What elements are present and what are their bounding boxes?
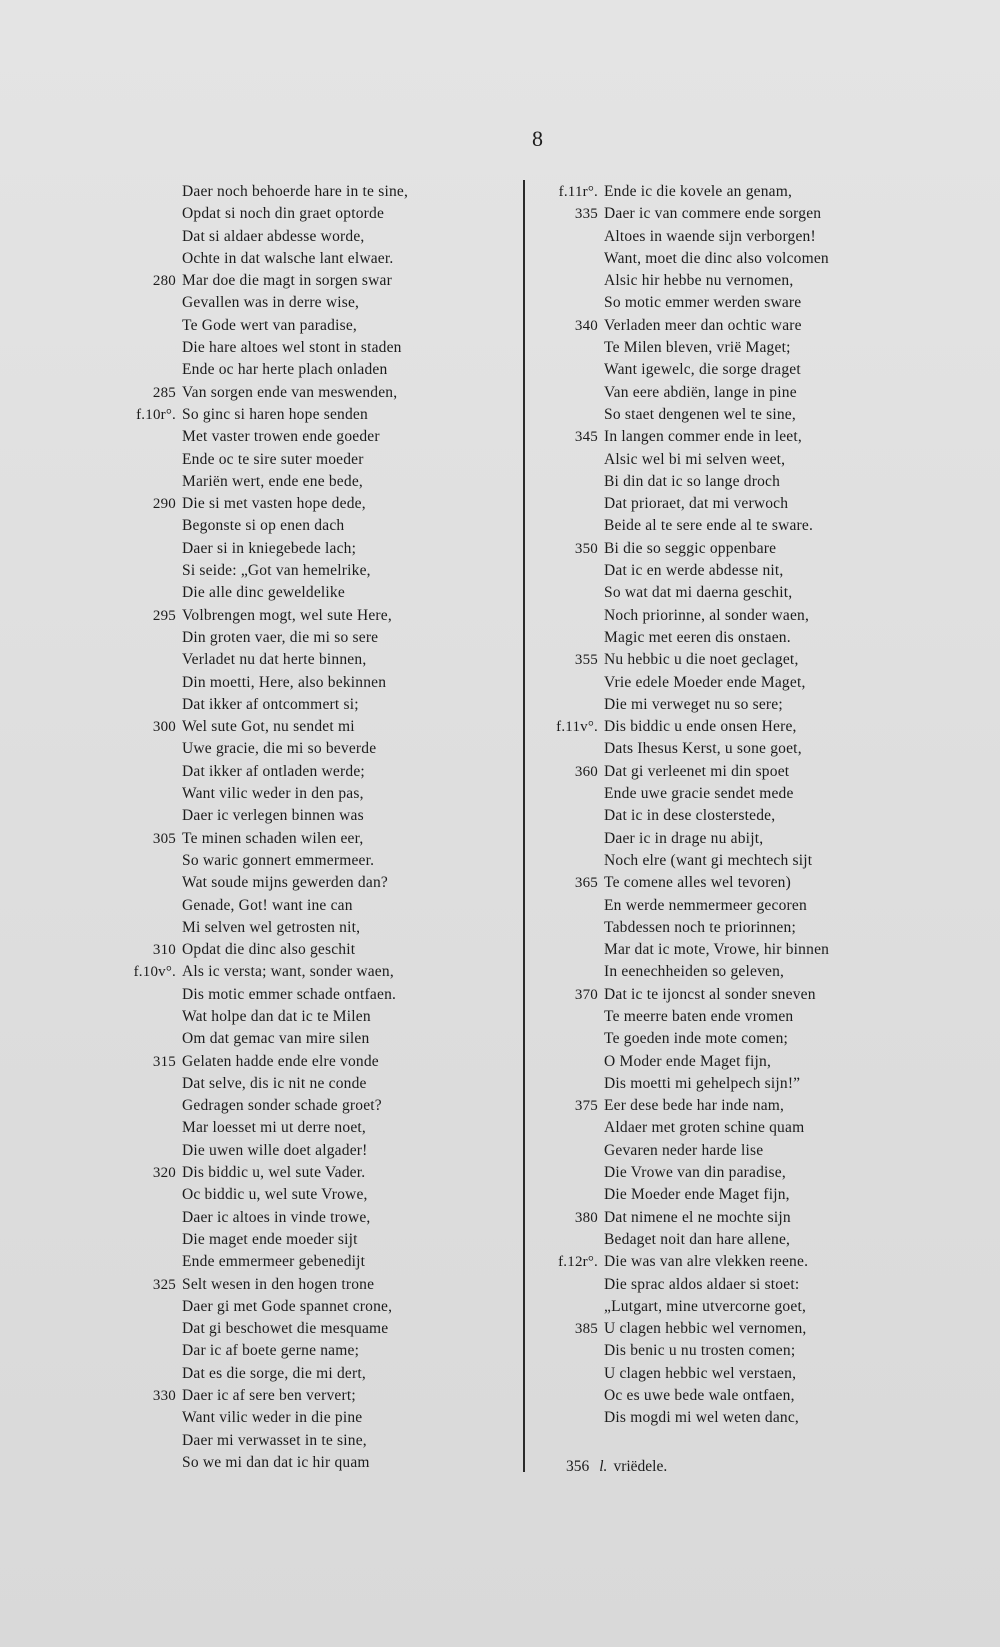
line-number: 360 (574, 763, 598, 780)
verse-text: Eer dese bede har inde nam, (604, 1097, 785, 1115)
verse-line (110, 1385, 510, 1407)
line-number: 295 (152, 607, 176, 624)
verse-text: Dat ic en werde abdesse nit, (604, 562, 784, 580)
verse-text: Magic met eeren dis onstaen. (604, 628, 791, 646)
verse-text: So motic emmer werden sware (604, 294, 802, 312)
verse-line (536, 515, 956, 537)
verse-text: Ende uwe gracie sendet mede (604, 785, 794, 803)
verse-line (110, 1251, 510, 1273)
verse-line (110, 493, 510, 515)
verse-line (110, 1006, 510, 1028)
verse-text: „Lutgart, mine utvercorne goet, (604, 1297, 807, 1315)
verse-line (110, 850, 510, 872)
verse-text: Daer ic af sere ben ververt; (182, 1387, 356, 1405)
verse-line (110, 1051, 510, 1073)
verse-text: Noch priorinne, al sonder waen, (604, 606, 810, 624)
verse-line (536, 538, 956, 560)
verse-text: Die si met vasten hope dede, (182, 495, 366, 513)
verse-line (110, 582, 510, 604)
verse-text: Nu hebbic u die noet geclaget, (604, 651, 799, 669)
verse-line (110, 828, 510, 850)
footnote (566, 1458, 667, 1476)
line-number: 305 (152, 830, 176, 847)
verse-line (536, 694, 956, 716)
verse-text: Dats Ihesus Kerst, u sone goet, (604, 740, 802, 758)
verse-text: Gedragen sonder schade groet? (182, 1097, 382, 1115)
verse-line (110, 1073, 510, 1095)
verse-line (536, 649, 956, 671)
verse-text: Dat es die sorge, die mi dert, (182, 1364, 366, 1382)
verse-text: Alsic wel bi mi selven weet, (604, 450, 786, 468)
verse-line (536, 382, 956, 404)
verse-text: Dat gi beschowet die mesquame (182, 1320, 389, 1338)
verse-text: So staet dengenen wel te sine, (604, 405, 796, 423)
line-number: 365 (574, 875, 598, 892)
verse-text: Dat prioraet, dat mi verwoch (604, 495, 789, 513)
verse-text: Daer noch behoerde hare in te sine, (182, 183, 409, 200)
verse-line (110, 672, 510, 694)
verse-text: Dis motic emmer schade ontfaen. (182, 985, 397, 1003)
line-number: 285 (152, 384, 176, 401)
verse-line (536, 961, 956, 983)
verse-line (536, 1274, 956, 1296)
verse-line (536, 1006, 956, 1028)
verse-line (536, 1140, 956, 1162)
verse-text: In eenechheiden so geleven, (604, 963, 785, 981)
verse-line (536, 828, 956, 850)
verse-text: Begonste si op enen dach (182, 517, 345, 535)
verse-text: Te minen schaden wilen eer, (182, 829, 364, 847)
verse-line (110, 872, 510, 894)
verse-line (110, 515, 510, 537)
verse-line (110, 471, 510, 493)
verse-text: Dat selve, dis ic nit ne conde (182, 1074, 367, 1092)
verse-text: Dis biddic u ende onsen Here, (604, 718, 797, 736)
verse-text: Vrie edele Moeder ende Maget, (604, 673, 806, 691)
verse-line (110, 359, 510, 381)
verse-text: Opdat si noch din graet optorde (182, 205, 385, 223)
verse-line (110, 694, 510, 716)
verse-line (110, 984, 510, 1006)
verse-text: Ende ic die kovele an genam, (604, 183, 793, 200)
line-number: 325 (152, 1276, 176, 1293)
verse-text: Die uwen wille doet algader! (182, 1141, 368, 1159)
verse-line (110, 203, 510, 225)
verse-line (536, 1095, 956, 1117)
verse-line (110, 315, 510, 337)
verse-text: Dat ic in dese closterstede, (604, 807, 776, 825)
verse-line (536, 1184, 956, 1206)
verse-text: Daer ic altoes in vinde trowe, (182, 1208, 371, 1226)
verse-line (536, 1363, 956, 1385)
verse-text: Te Gode wert van paradise, (182, 316, 357, 334)
verse-text: Oc es uwe bede wale ontfaen, (604, 1387, 795, 1405)
verse-text: En werde nemmermeer gecoren (604, 896, 807, 914)
verse-line (536, 1318, 956, 1340)
folio-marker: f.10r°. (136, 406, 176, 423)
line-number: 330 (152, 1388, 176, 1405)
folio-marker: f.11v°. (556, 719, 598, 736)
verse-text: U clagen hebbic wel verstaen, (604, 1364, 797, 1382)
verse-text: Din groten vaer, die mi so sere (182, 628, 379, 646)
verse-text: Die alle dinc geweldelike (182, 584, 345, 602)
verse-line (110, 538, 510, 560)
verse-line (110, 1229, 510, 1251)
verse-line (536, 738, 956, 760)
verse-text: Dis benic u nu trosten comen; (604, 1342, 796, 1360)
verse-text: Alsic hir hebbe nu vernomen, (604, 272, 794, 290)
verse-line (536, 805, 956, 827)
verse-line (110, 181, 510, 203)
verse-text: Verladen meer dan ochtic ware (604, 316, 802, 334)
verse-text: Met vaster trowen ende goeder (182, 428, 380, 446)
line-number: 345 (574, 429, 598, 446)
verse-text: Dis biddic u, wel sute Vader. (182, 1164, 366, 1182)
line-number: 380 (574, 1209, 598, 1226)
verse-line (110, 449, 510, 471)
verse-line (536, 404, 956, 426)
verse-line (110, 716, 510, 738)
verse-line (536, 850, 956, 872)
verse-text: Want vilic weder in die pine (182, 1409, 363, 1427)
line-number: 290 (152, 496, 176, 513)
verse-text: Mar loesset mi ut derre noet, (182, 1119, 366, 1137)
verse-line (536, 895, 956, 917)
verse-text: Wel sute Got, nu sendet mi (182, 718, 355, 736)
verse-text: Van eere abdiën, lange in pine (604, 383, 797, 401)
verse-line (110, 1407, 510, 1429)
verse-text: Ende oc har herte plach onladen (182, 361, 388, 379)
folio-marker: f.12r°. (558, 1254, 598, 1271)
verse-text: Dat ikker af ontcommert si; (182, 695, 359, 713)
verse-text: Om dat gemac van mire silen (182, 1030, 370, 1048)
verse-text: Die was van alre vlekken reene. (604, 1253, 809, 1271)
verse-text: In langen commer ende in leet, (604, 428, 802, 446)
verse-text: Ochte in dat walsche lant elwaer. (182, 249, 394, 267)
verse-line (110, 1162, 510, 1184)
line-number: 375 (574, 1098, 598, 1115)
verse-line (536, 605, 956, 627)
verse-text: Die Vrowe van din paradise, (604, 1164, 786, 1182)
verse-line (536, 426, 956, 448)
verse-line (536, 1296, 956, 1318)
right-verse-column (536, 181, 956, 1430)
verse-line (110, 939, 510, 961)
verse-text: Te comene alles wel tevoren) (604, 874, 791, 892)
verse-text: Gevallen was in derre wise, (182, 294, 360, 312)
verse-text: Want, moet die dinc also volcomen (604, 249, 829, 267)
verse-line (110, 1028, 510, 1050)
left-verse-column (110, 181, 510, 1474)
verse-line (110, 917, 510, 939)
line-number: 340 (574, 317, 598, 334)
footnote-text: vriëdele. (613, 1458, 668, 1475)
verse-line (110, 1274, 510, 1296)
verse-text: Want vilic weder in den pas, (182, 785, 364, 803)
verse-text: Beide al te sere ende al te sware. (604, 517, 814, 535)
verse-line (110, 1318, 510, 1340)
verse-text: Dar ic af boete gerne name; (182, 1342, 360, 1360)
verse-text: Din moetti, Here, also bekinnen (182, 673, 387, 691)
verse-line (536, 783, 956, 805)
verse-text: Daer ic van commere ende sorgen (604, 205, 822, 223)
verse-text: Die hare altoes wel stont in staden (182, 339, 402, 357)
line-number: 320 (152, 1165, 176, 1182)
line-number: 300 (152, 719, 176, 736)
verse-line (110, 1363, 510, 1385)
verse-text: Die Moeder ende Maget fijn, (604, 1186, 790, 1204)
line-number: 310 (152, 942, 176, 959)
line-number: 335 (574, 206, 598, 223)
verse-text: Dat ic te ijoncst al sonder sneven (604, 985, 816, 1003)
verse-line (536, 1028, 956, 1050)
line-number: 280 (152, 273, 176, 290)
verse-line (536, 270, 956, 292)
verse-text: Daer ic in drage nu abijt, (604, 829, 764, 847)
verse-text: Genade, Got! want ine can (182, 896, 353, 914)
line-number: 355 (574, 652, 598, 669)
verse-line (536, 1407, 956, 1429)
verse-line (110, 292, 510, 314)
verse-text: Die sprac aldos aldaer si stoet: (604, 1275, 800, 1293)
verse-line (110, 1140, 510, 1162)
verse-text: Tabdessen noch te priorinnen; (604, 918, 796, 936)
verse-text: Dat ikker af ontladen werde; (182, 762, 365, 780)
verse-line (536, 471, 956, 493)
verse-text: Daer ic verlegen binnen was (182, 807, 364, 825)
verse-line (110, 1207, 510, 1229)
verse-line (536, 315, 956, 337)
verse-text: Wat soude mijns gewerden dan? (182, 874, 388, 892)
verse-text: Daer gi met Gode spannet crone, (182, 1297, 393, 1315)
verse-line (536, 1162, 956, 1184)
verse-text: Ende oc te sire suter moeder (182, 450, 364, 468)
verse-line (110, 382, 510, 404)
verse-line (536, 493, 956, 515)
verse-line (536, 939, 956, 961)
verse-line (536, 1051, 956, 1073)
verse-text: Verladet nu dat herte binnen, (182, 651, 367, 669)
verse-text: Te Milen bleven, vrië Maget; (604, 339, 791, 357)
folio-marker: f.11r°. (558, 184, 598, 200)
verse-line (536, 226, 956, 248)
verse-line (110, 1095, 510, 1117)
verse-line (536, 292, 956, 314)
verse-line (536, 337, 956, 359)
verse-line (536, 560, 956, 582)
verse-line (536, 181, 956, 203)
verse-text: Gevaren neder harde lise (604, 1141, 764, 1159)
verse-text: Te meerre baten ende vromen (604, 1007, 794, 1025)
verse-line (110, 895, 510, 917)
verse-line (110, 270, 510, 292)
verse-line (110, 226, 510, 248)
column-divider (523, 180, 525, 1472)
verse-text: Bedaget noit dan hare allene, (604, 1230, 791, 1248)
verse-text: Oc biddic u, wel sute Vrowe, (182, 1186, 368, 1204)
footnote-line-number: 356 (566, 1458, 590, 1475)
verse-text: Daer mi verwasset in te sine, (182, 1431, 367, 1449)
verse-text: Want igewelc, die sorge draget (604, 361, 801, 379)
verse-line (536, 716, 956, 738)
verse-line (110, 248, 510, 270)
page-number: 8 (532, 126, 543, 151)
verse-line (110, 961, 510, 983)
line-number: 370 (574, 986, 598, 1003)
line-number: 315 (152, 1053, 176, 1070)
verse-text: Mariën wert, ende ene bede, (182, 472, 363, 490)
verse-text: Opdat die dinc also geschit (182, 941, 356, 959)
verse-line (536, 1251, 956, 1273)
verse-line (110, 805, 510, 827)
verse-text: So wat dat mi daerna geschit, (604, 584, 793, 602)
verse-text: Dat si aldaer abdesse worde, (182, 227, 365, 245)
verse-text: So we mi dan dat ic hir quam (182, 1453, 370, 1471)
verse-text: Uwe gracie, die mi so beverde (182, 740, 377, 758)
verse-line (110, 761, 510, 783)
verse-line (536, 984, 956, 1006)
verse-line (110, 1340, 510, 1362)
verse-line (536, 1207, 956, 1229)
verse-line (536, 672, 956, 694)
verse-text: Ende emmermeer gebenedijt (182, 1253, 366, 1271)
verse-line (110, 1430, 510, 1452)
verse-line (110, 738, 510, 760)
verse-line (536, 917, 956, 939)
verse-line (110, 426, 510, 448)
verse-line (536, 761, 956, 783)
verse-text: Bi die so seggic oppenbare (604, 539, 777, 557)
verse-text: Van sorgen ende van meswenden, (182, 383, 398, 401)
verse-text: Selt wesen in den hogen trone (182, 1275, 375, 1293)
verse-text: Dat gi verleenet mi din spoet (604, 762, 790, 780)
verse-text: Bi din dat ic so lange droch (604, 472, 781, 490)
verse-text: Als ic versta; want, sonder waen, (182, 963, 394, 981)
verse-line (536, 1073, 956, 1095)
verse-line (110, 783, 510, 805)
verse-text: U clagen hebbic wel vernomen, (604, 1320, 807, 1338)
verse-line (536, 1340, 956, 1362)
verse-text: Aldaer met groten schine quam (604, 1119, 805, 1137)
line-number: 350 (574, 540, 598, 557)
verse-text: Mar dat ic mote, Vrowe, hir binnen (604, 941, 830, 959)
verse-line (536, 1229, 956, 1251)
verse-line (536, 449, 956, 471)
verse-text: Altoes in waende sijn verborgen! (604, 227, 816, 245)
verse-text: Mar doe die magt in sorgen swar (182, 272, 392, 290)
verse-line (110, 404, 510, 426)
footnote-reading-marker: l. (599, 1458, 608, 1475)
verse-text: Dis mogdi mi wel weten danc, (604, 1409, 800, 1427)
verse-line (110, 1117, 510, 1139)
verse-text: Daer si in kniegebede lach; (182, 539, 357, 557)
verse-text: Volbrengen mogt, wel sute Here, (182, 606, 392, 624)
verse-text: O Moder ende Maget fijn, (604, 1052, 772, 1070)
verse-text: Noch elre (want gi mechtech sijt (604, 851, 813, 869)
verse-text: Dat nimene el ne mochte sijn (604, 1208, 791, 1226)
verse-line (536, 203, 956, 225)
verse-line (536, 1117, 956, 1139)
verse-text: Gelaten hadde ende elre vonde (182, 1052, 379, 1070)
verse-line (536, 1385, 956, 1407)
verse-line (110, 1452, 510, 1474)
verse-text: Te goeden inde mote comen; (604, 1030, 789, 1048)
verse-line (536, 872, 956, 894)
verse-line (110, 1184, 510, 1206)
verse-line (110, 649, 510, 671)
verse-line (536, 582, 956, 604)
verse-line (536, 627, 956, 649)
verse-text: Die maget ende moeder sijt (182, 1230, 358, 1248)
verse-line (536, 248, 956, 270)
folio-marker: f.10v°. (133, 964, 176, 981)
verse-text: Si seide: „Got van hemelrike, (182, 562, 371, 580)
verse-line (110, 627, 510, 649)
verse-line (110, 1296, 510, 1318)
verse-text: So waric gonnert emmermeer. (182, 851, 375, 869)
verse-text: Mi selven wel getrosten nit, (182, 918, 361, 936)
verse-text: So ginc si haren hope senden (182, 405, 368, 423)
verse-line (536, 359, 956, 381)
verse-line (110, 337, 510, 359)
verse-text: Die mi verweget nu so sere; (604, 695, 783, 713)
verse-line (110, 605, 510, 627)
verse-line (110, 560, 510, 582)
verse-text: Wat holpe dan dat ic te Milen (182, 1007, 371, 1025)
line-number: 385 (574, 1321, 598, 1338)
verse-text: Dis moetti mi gehelpech sijn!” (604, 1074, 801, 1092)
